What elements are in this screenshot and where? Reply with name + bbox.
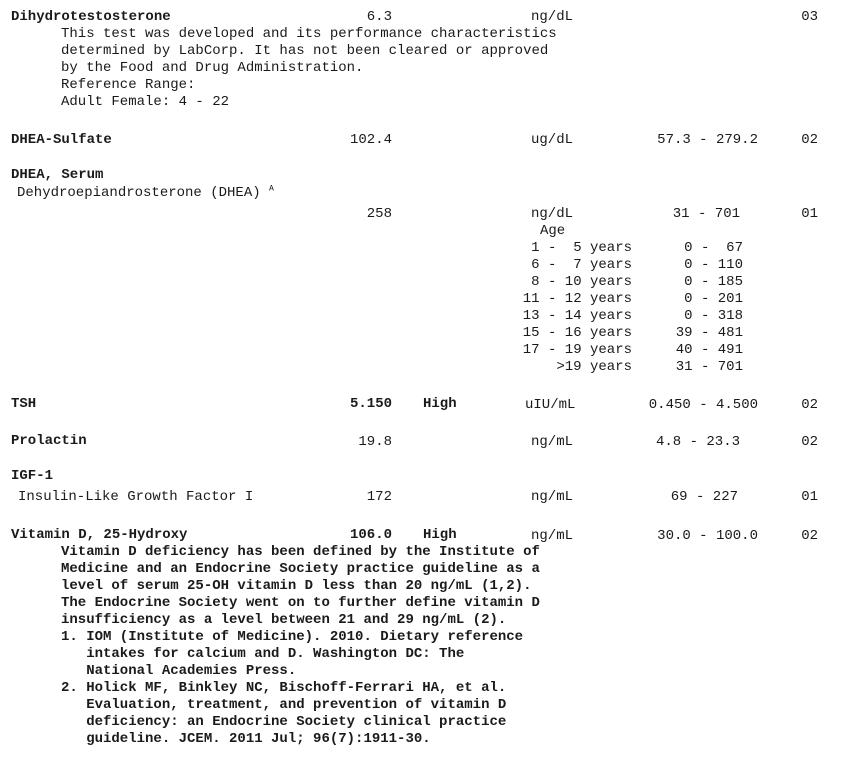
result-dhea-serum: 258 — [366, 206, 392, 222]
age-range-label: 17 - 19 years — [522, 342, 632, 358]
age-range-label: 1 - 5 years — [522, 240, 632, 256]
test-name-tsh: TSH — [11, 396, 37, 412]
range-vitamin-d: 30.0 - 100.0 — [657, 528, 758, 544]
test-name-vitamin-d: Vitamin D, 25-Hydroxy — [11, 527, 188, 543]
test-name-dht: Dihydrotestosterone — [11, 9, 171, 25]
reference-item: guideline. JCEM. 2011 Jul; 96(7):1911-30. — [61, 731, 431, 747]
result-prolactin: 19.8 — [358, 434, 392, 450]
units-igf1: ng/mL — [531, 489, 574, 505]
units-prolactin: ng/mL — [531, 434, 574, 450]
result-dht: 6.3 — [366, 9, 392, 25]
lab-code-tsh: 02 — [801, 397, 818, 413]
lab-code-dhea-sulfate: 02 — [801, 132, 818, 148]
comment-line: level of serum 25-OH vitamin D less than 20 ng/mL (1,2). — [61, 578, 532, 594]
age-range-value: 0 - 185 — [667, 274, 743, 290]
result-vitamin-d: 106.0 — [349, 527, 392, 543]
footnote-marker: A — [269, 184, 274, 194]
comment-line: Reference Range: — [61, 77, 196, 93]
reference-item: Evaluation, treatment, and prevention of vitamin D — [61, 697, 507, 713]
range-prolactin: 4.8 - 23.3 — [655, 434, 740, 450]
range-igf1: 69 - 227 — [670, 489, 738, 505]
result-igf1: 172 — [366, 489, 392, 505]
sub-test-name-igf1: Insulin-Like Growth Factor I — [18, 489, 254, 505]
lab-code-prolactin: 02 — [801, 434, 818, 450]
age-range-value: 0 - 201 — [667, 291, 743, 307]
range-dhea-serum: 31 - 701 — [672, 206, 740, 222]
range-dhea-sulfate: 57.3 - 279.2 — [657, 132, 758, 148]
result-tsh: 5.150 — [349, 396, 392, 412]
comment-line: Medicine and an Endocrine Society practice guideline as a — [61, 561, 540, 577]
age-range-label: 8 - 10 years — [522, 274, 632, 290]
lab-code-igf1: 01 — [801, 489, 818, 505]
comment-line: insufficiency as a level between 21 and 29 ng/mL (2). — [61, 612, 507, 628]
comment-line: Adult Female: 4 - 22 — [61, 94, 230, 110]
age-range-label: >19 years — [531, 359, 632, 375]
age-range-label: 11 - 12 years — [522, 291, 632, 307]
range-tsh: 0.450 - 4.500 — [648, 397, 758, 413]
comment-line: This test was developed and its performance characteristics — [61, 26, 557, 42]
age-header: Age — [540, 223, 566, 239]
flag-tsh: High — [423, 396, 457, 412]
comment-line: The Endocrine Society went on to further define vitamin D — [61, 595, 540, 611]
reference-item: National Academies Press. — [61, 663, 297, 679]
test-name-prolactin: Prolactin — [11, 433, 87, 449]
test-name-dhea-serum: DHEA, Serum — [11, 167, 104, 183]
units-dhea-serum: ng/dL — [531, 206, 574, 222]
comment-line: Vitamin D deficiency has been defined by the Institute of — [61, 544, 540, 560]
reference-item: deficiency: an Endocrine Society clinical practice — [61, 714, 507, 730]
age-range-value: 39 - 481 — [667, 325, 743, 341]
comment-line: by the Food and Drug Administration. — [61, 60, 364, 76]
age-range-label: 6 - 7 years — [522, 257, 632, 273]
units-tsh: uIU/mL — [525, 397, 576, 413]
flag-vitamin-d: High — [423, 527, 457, 543]
age-range-value: 0 - 318 — [667, 308, 743, 324]
lab-code-dhea-serum: 01 — [801, 206, 818, 222]
reference-item: intakes for calcium and D. Washington DC: The — [61, 646, 465, 662]
units-dht: ng/dL — [531, 9, 574, 25]
age-range-value: 31 - 701 — [667, 359, 743, 375]
units-dhea-sulfate: ug/dL — [531, 132, 574, 148]
lab-code-vitamin-d: 02 — [801, 528, 818, 544]
test-name-igf1: IGF-1 — [11, 468, 54, 484]
age-range-value: 40 - 491 — [667, 342, 743, 358]
result-dhea-sulfate: 102.4 — [349, 132, 392, 148]
comment-line: determined by LabCorp. It has not been cleared or approved — [61, 43, 549, 59]
age-range-label: 15 - 16 years — [522, 325, 632, 341]
age-range-label: 13 - 14 years — [522, 308, 632, 324]
age-range-value: 0 - 67 — [667, 240, 743, 256]
units-vitamin-d: ng/mL — [531, 528, 574, 544]
sub-test-name-dhea: Dehydroepiandrosterone (DHEA) $^A$ — [17, 184, 274, 201]
reference-item: 2. Holick MF, Binkley NC, Bischoff-Ferrari HA, et al. — [61, 680, 507, 696]
test-name-dhea-sulfate: DHEA-Sulfate — [11, 132, 112, 148]
lab-code-dht: 03 — [801, 9, 818, 25]
reference-item: 1. IOM (Institute of Medicine). 2010. Dietary reference — [61, 629, 524, 645]
age-range-value: 0 - 110 — [667, 257, 743, 273]
